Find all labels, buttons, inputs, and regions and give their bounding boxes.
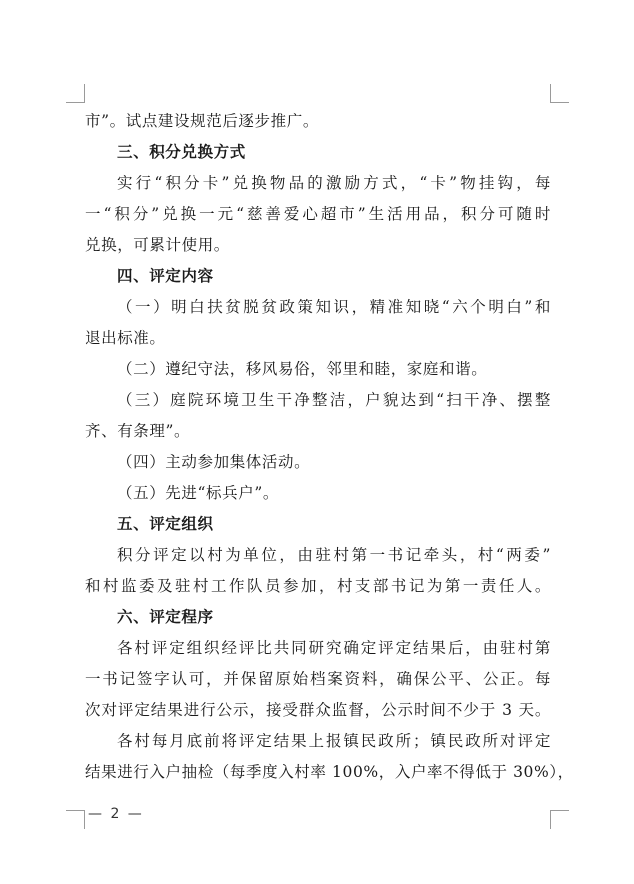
text-line: 退出标准。	[85, 329, 166, 347]
text-line: 一书记签字认可，并保留原始档案资料，确保公平、公正。每	[85, 670, 551, 688]
text-line: 兑换，可累计使用。	[85, 236, 230, 254]
text-line: 和村监委及驻村工作队员参加，村支部书记为第一责任人。	[85, 577, 551, 595]
text-line: 积分评定以村为单位，由驻村第一书记牵头，村“两委”	[117, 546, 551, 564]
text-line: 次对评定结果进行公示，接受群众监督，公示时间不少于 3 天。	[85, 701, 551, 719]
crop-mark-top-left	[66, 84, 85, 103]
text-line: 实行“积分卡”兑换物品的激励方式，“卡”物挂钩，每	[117, 174, 551, 192]
document-body	[85, 106, 574, 788]
text-line: 各村评定组织经评比共同研究确定评定结果后，由驻村第	[117, 639, 551, 657]
section-heading: 六、评定程序	[117, 608, 214, 626]
text-line: 齐、有条理”。	[85, 422, 191, 440]
section-heading: 五、评定组织	[117, 515, 214, 533]
section-heading: 三、积分兑换方式	[117, 143, 246, 161]
section-heading: 四、评定内容	[117, 267, 214, 285]
text-line: （二）遵纪守法，移风易俗，邻里和睦，家庭和谐。	[117, 360, 488, 378]
text-line: 各村每月底前将评定结果上报镇民政所；镇民政所对评定	[117, 732, 551, 750]
crop-mark-bottom-right	[550, 810, 569, 829]
text-line: 市”。试点建设规范后逐步推广。	[85, 112, 319, 130]
crop-mark-top-right	[550, 84, 569, 103]
text-line: 结果进行入户抽检（每季度入村率 100%，入户率不得低于 30%），	[85, 763, 574, 781]
crop-mark-bottom-left	[66, 810, 85, 829]
text-line: （四）主动参加集体活动。	[117, 453, 311, 471]
text-line: （五）先进“标兵户”。	[117, 484, 279, 502]
text-line: （一）明白扶贫脱贫政策知识，精准知晓“六个明白”和	[117, 298, 551, 316]
page-number: — 2 —	[88, 806, 144, 822]
text-line: 一“积分”兑换一元“慈善爱心超市”生活用品，积分可随时	[85, 205, 551, 223]
text-line: （三）庭院环境卫生干净整洁，户貌达到“扫干净、摆整	[117, 391, 551, 409]
